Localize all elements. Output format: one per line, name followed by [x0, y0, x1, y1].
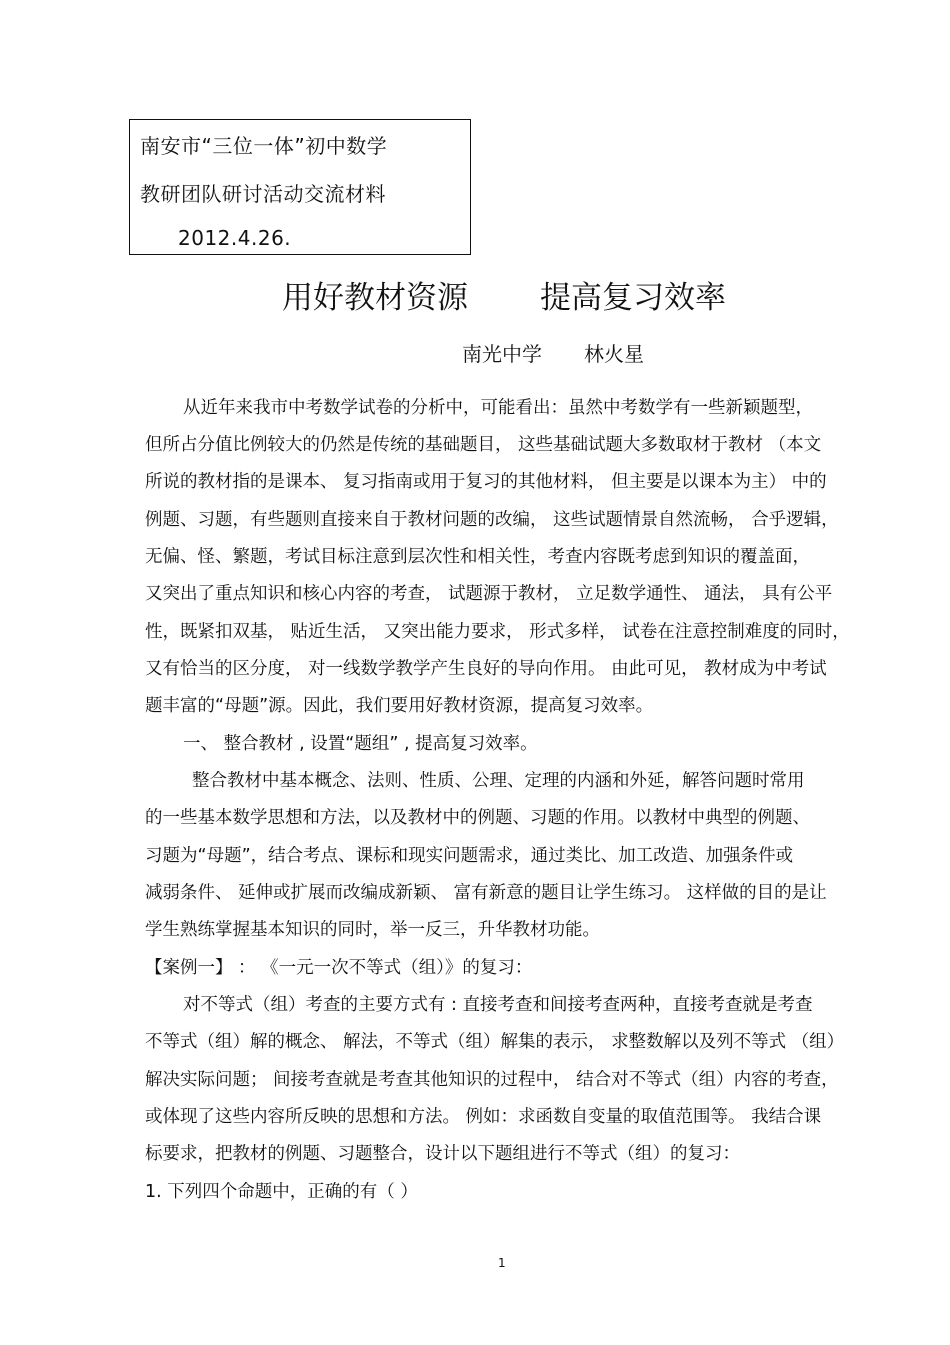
body-line: 学生熟练掌握基本知识的同时，举一反三，升华教材功能。 — [145, 920, 600, 940]
body-line: 习题为“母题”，结合考点、课标和现实问题需求，通过类比、加工改造、加强条件或 — [145, 846, 794, 866]
body-line: 但所占分值比例较大的仍然是传统的基础题目， 这些基础试题大多数取材于教材 （本文 — [145, 435, 822, 455]
body-line: 对不等式（组）考查的主要方式有 : 直接考查和间接考查两种，直接考查就是考查 — [183, 995, 813, 1015]
body-line: 性，既紧扣双基， 贴近生活， 又突出能力要求， 形式多样， 试卷在注意控制难度的同时， — [145, 622, 850, 642]
question-1: 1. 下列四个命题中，正确的有（ ） — [145, 1182, 418, 1202]
header-line-event: 南安市“三位一体”初中数学 — [140, 134, 388, 158]
author-name: 林火星 — [584, 342, 644, 366]
body-line: 不等式（组）解的概念、 解法，不等式（组）解集的表示， 求整数解以及列不等式 （组） — [145, 1032, 845, 1052]
title-part-2: 提高复习效率 — [540, 280, 726, 316]
header-date: 2012.4.26. — [178, 226, 292, 250]
document-title — [282, 272, 726, 317]
section-heading: 一、 整合教材 , 设置“题组” , 提高复习效率。 — [183, 734, 538, 754]
body-line: 的一些基本数学思想和方法，以及教材中的例题、习题的作用。以教材中典型的例题、 — [145, 808, 810, 828]
body-line: 或体现了这些内容所反映的思想和方法。 例如：求函数自变量的取值范围等。 我结合课 — [145, 1107, 822, 1127]
title-part-1: 用好教材资源 — [282, 280, 468, 316]
header-line-material: 教研团队研讨活动交流材料 — [140, 182, 386, 206]
body-line: 减弱条件、 延伸或扩展而改编成新颖、 富有新意的题目让学生练习。 这样做的目的是让 — [145, 883, 827, 903]
body-line: 又有恰当的区分度， 对一线数学教学产生良好的导向作用。 由此可见， 教材成为中考试 — [145, 659, 827, 679]
page-number: 1 — [498, 1256, 506, 1270]
body-line: 整合教材中基本概念、法则、性质、公理、定理的内涵和外延，解答问题时常用 — [192, 771, 805, 791]
body-line: 所说的教材指的是课本、 复习指南或用于复习的其他材料， 但主要是以课本为主） 中的 — [145, 472, 827, 492]
body-line: 解决实际问题； 间接考查就是考查其他知识的过程中， 结合对不等式（组）内容的考查， — [145, 1070, 839, 1090]
body-line: 又突出了重点知识和核心内容的考查， 试题源于教材， 立足数学通性、 通法， 具有公平 — [145, 584, 833, 604]
author-school: 南光中学 — [462, 342, 542, 366]
body-line: 无偏、怪、繁题，考试目标注意到层次性和相关性，考查内容既考虑到知识的覆盖面， — [145, 547, 810, 567]
body-line: 标要求，把教材的例题、习题整合，设计以下题组进行不等式（组）的复习： — [145, 1144, 740, 1164]
body-line: 题丰富的“母题”源。因此，我们要用好教材资源，提高复习效率。 — [145, 696, 654, 716]
header-info-box — [129, 119, 471, 255]
case-heading: 【案例一】 ： 《一元一次不等式（组）》的复习： — [145, 958, 533, 978]
body-line: 例题、习题，有些题则直接来自于教材问题的改编， 这些试题情景自然流畅， 合乎逻辑， — [145, 510, 839, 530]
author-line — [462, 338, 644, 367]
body-line: 从近年来我市中考数学试卷的分析中，可能看出：虽然中考数学有一些新颖题型， — [183, 398, 813, 418]
